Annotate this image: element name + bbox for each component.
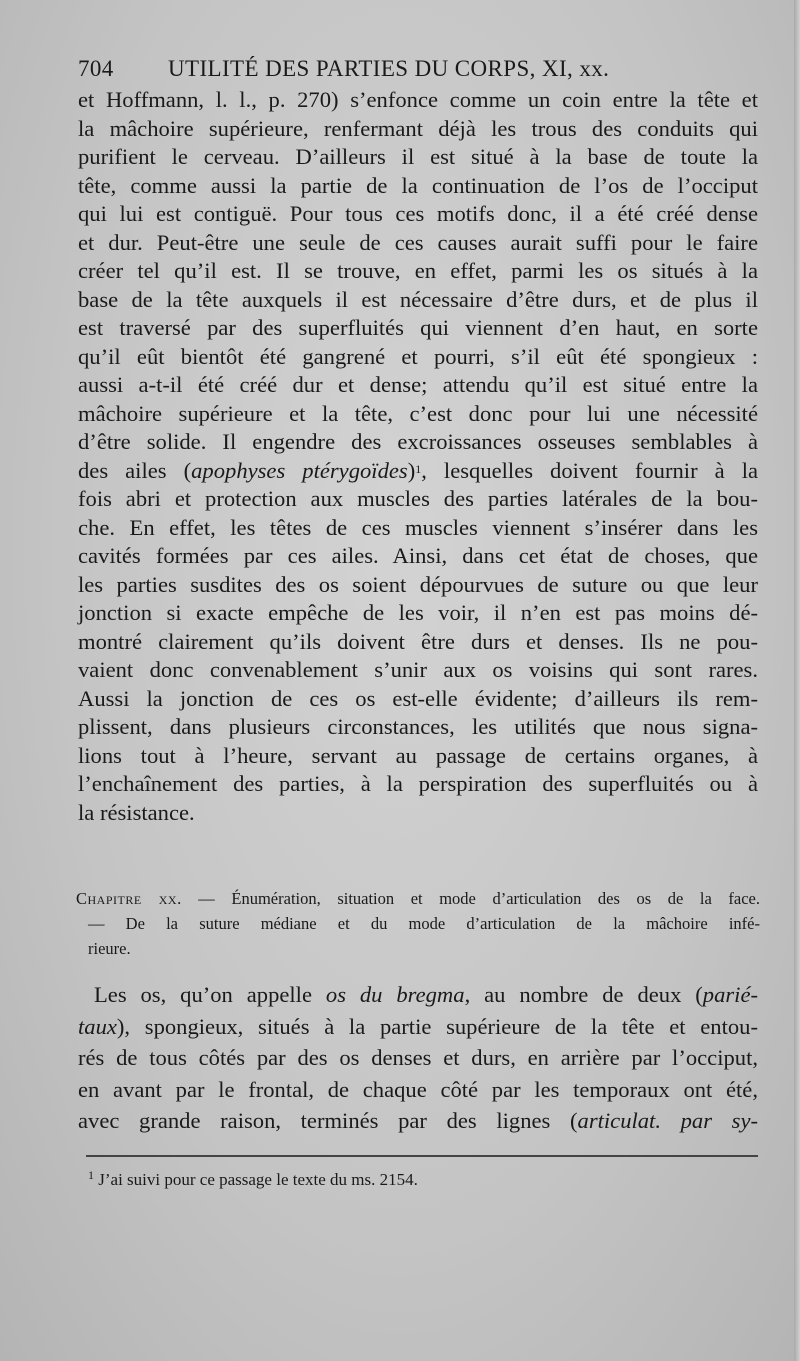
footnote-rule	[86, 1155, 758, 1157]
text-line	[78, 979, 758, 1011]
text-line: base de la tête auxquels il est nécessaire d’être durs, et de plus il	[78, 286, 758, 312]
text-run: Les os, qu’on appelle	[94, 982, 326, 1007]
second-paragraph	[78, 979, 758, 1137]
text-line: qu’il eût bientôt été gangrené et pourri, s’il eût été spongieux :	[78, 343, 758, 369]
text-line: la résistance.	[78, 799, 195, 825]
text-line: en avant par le frontal, de chaque côté par les temporaux ont été,	[78, 1076, 758, 1102]
text-line: la mâchoire supérieure, renfermant déjà les trous des conduits qui	[78, 115, 758, 141]
text-line	[78, 1105, 758, 1137]
wing-italic: apophyses ptérygoïdes	[191, 457, 408, 483]
text-line: les parties susdites des os soient dépourvues de suture ou que leur	[78, 571, 758, 597]
text-line: d’être solide. Il engendre des excroissances osseuses semblables à	[78, 429, 758, 454]
text-line: aussi a-t-il été créé dur et dense; attendu qu’il est situé entre la	[78, 372, 758, 397]
text-line: Aussi la jonction de ces os est-elle évidente; d’ailleurs ils rem-	[78, 685, 758, 711]
text-line: et dur. Peut-être une seule de ces causes aurait suffi pour le faire	[78, 229, 758, 255]
text-line: montré clairement qu’ils doivent être durs et denses. Ils ne pou-	[78, 628, 758, 654]
chapter-title: — Énumération, situation et mode d’articulation des os de la face.	[181, 889, 760, 908]
text-line: purifient le cerveau. D’ailleurs il est situé à la base de toute la	[78, 144, 758, 169]
footnote-mark: 1	[88, 1168, 94, 1182]
chapter-line: rieure.	[88, 939, 131, 958]
wing-after: , lesquelles doivent fournir à la	[421, 457, 758, 483]
text-line: lions tout à l’heure, servant au passage de certains organes, à	[78, 742, 758, 768]
chapter-line	[76, 886, 760, 911]
wing-paren: )	[407, 457, 416, 483]
italic-term: taux	[78, 1013, 117, 1039]
text-line: tête, comme aussi la partie de la continuation de l’os de l’occiput	[78, 172, 758, 198]
text-run: avec grande raison, terminés par des lignes (	[78, 1108, 578, 1133]
text-line-with-note	[78, 457, 758, 486]
footnote-text: J’ai suivi pour ce passage le texte du ms. 2154.	[98, 1170, 418, 1189]
italic-term: os du bregma	[325, 982, 465, 1007]
italic-term: articulat. par sy-	[577, 1108, 759, 1133]
page-number: 704	[78, 56, 114, 81]
text-line: créer tel qu’il est. Il se trouve, en effet, parmi les os situés à la	[78, 258, 758, 283]
text-line: fois abri et protection aux muscles des parties latérales de la bou-	[78, 486, 758, 511]
wing-before: des ailes (	[78, 457, 192, 483]
text-line: jonction si exacte empêche de les voir, il n’en est pas moins dé-	[78, 600, 758, 625]
chapter-heading	[76, 886, 760, 961]
footnote	[88, 1170, 688, 1190]
text-line: l’enchaînement des parties, à la perspiration des superfluités ou à	[78, 771, 758, 796]
italic-term: parié-	[702, 982, 759, 1007]
text-line: vaient donc convenablement s’unir aux os voisins qui sont rares.	[78, 657, 758, 682]
text-line: rés de tous côtés par des os denses et durs, en arrière par l’occiput,	[78, 1045, 758, 1070]
text-run: , au nombre de deux (	[464, 982, 703, 1007]
text-line: mâchoire supérieure et la tête, c’est donc pour lui une nécessité	[78, 400, 758, 426]
text-line: che. En effet, les têtes de ces muscles viennent s’insérer dans les	[78, 514, 758, 540]
chapter-label: Chapitre xx.	[76, 889, 182, 908]
running-title: UTILITÉ DES PARTIES DU CORPS, XI, xx.	[168, 56, 610, 81]
text-line: qui lui est contiguë. Pour tous ces motifs donc, il a été créé dense	[78, 201, 758, 226]
main-paragraph	[78, 86, 758, 827]
text-line: cavités formées par ces ailes. Ainsi, dans cet état de choses, que	[78, 543, 758, 568]
text-run: ), spongieux, situés à la partie supérieure de la tête et entou-	[116, 1013, 758, 1039]
text-line: est traversé par des superfluités qui viennent d’en haut, en sorte	[78, 315, 758, 340]
chapter-line: — De la suture médiane et du mode d’articulation de la mâchoire infé-	[88, 914, 760, 933]
text-line: plissent, dans plusieurs circonstances, les utilités que nous signa-	[78, 714, 758, 739]
page-edge	[794, 0, 800, 1361]
text-line: et Hoffmann, l. l., p. 270) s’enfonce comme un coin entre la tête et	[78, 87, 758, 112]
footnote-ref: 1	[415, 461, 422, 476]
text-line	[78, 1011, 758, 1043]
running-header	[78, 56, 658, 82]
